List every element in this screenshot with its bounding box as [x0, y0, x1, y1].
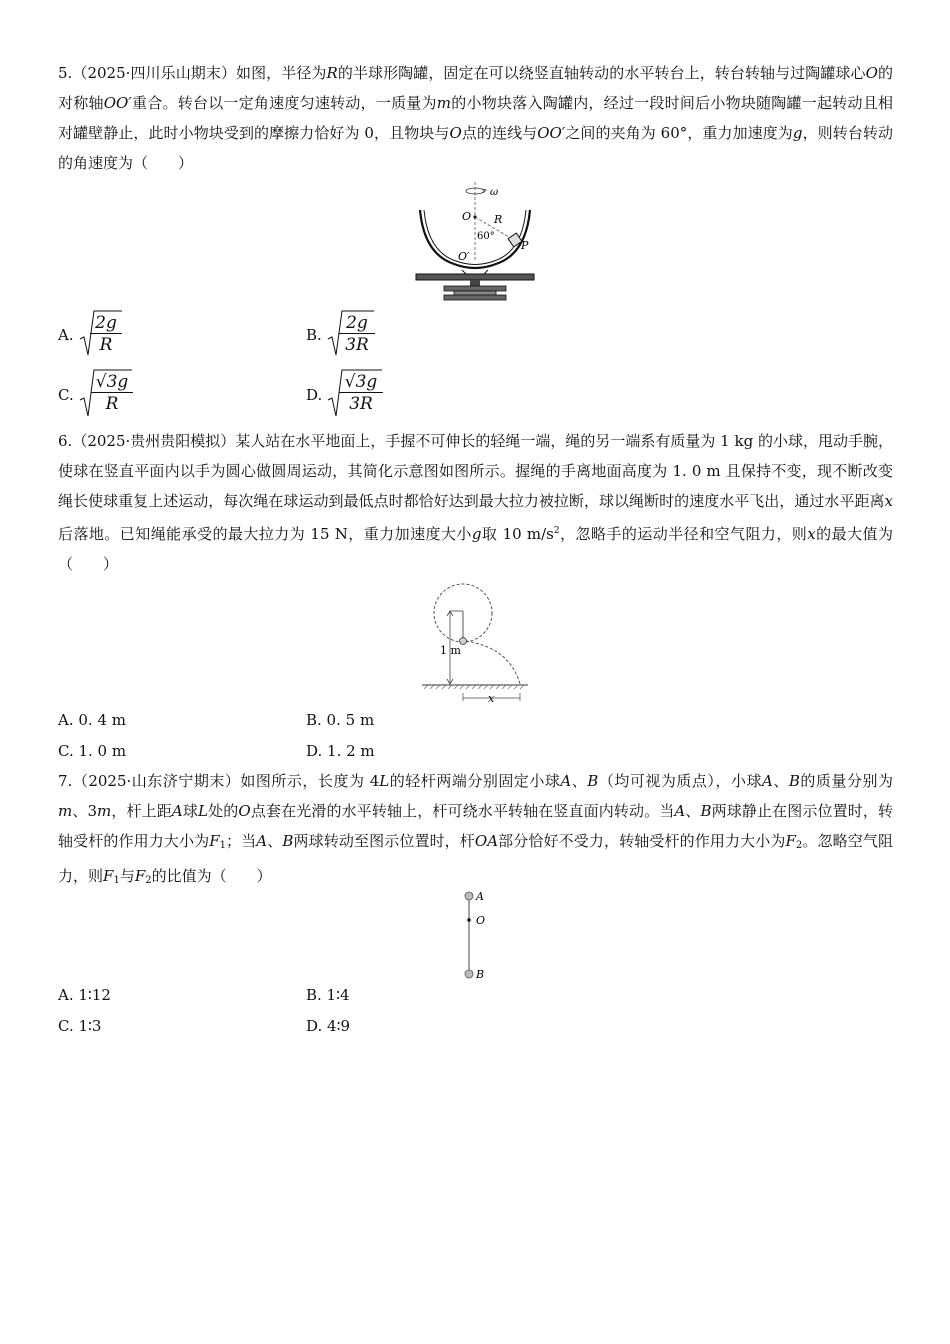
turntable-shaft	[470, 280, 480, 286]
q6-option-A[interactable]	[58, 709, 126, 731]
height-label: 1 m	[440, 644, 461, 657]
P-label: P	[521, 239, 529, 252]
stem-text: 球	[182, 802, 199, 820]
option-label: B.	[306, 326, 322, 344]
option-text: B. 1∶4	[306, 986, 350, 1004]
pivot-O	[467, 918, 471, 922]
question-number: 6.	[58, 432, 73, 450]
subscript: 2	[795, 840, 803, 851]
stem-text: ，忽略手的运动半径和空气阻力，则	[559, 525, 808, 543]
var-A: A	[674, 802, 686, 820]
fraction-numerator: √3g	[339, 372, 383, 393]
option-label: C.	[58, 386, 74, 404]
stem-text: 点的连线与	[461, 124, 538, 142]
q5-option-C[interactable]	[58, 384, 74, 406]
A-label: A	[476, 890, 484, 903]
stem-text: 、	[772, 772, 789, 790]
stem-text: 如图所示，长度为 4	[240, 772, 380, 790]
stem-text: ，杆上距	[111, 802, 172, 820]
q6-option-C[interactable]	[58, 740, 126, 762]
stem-text: 后落地。已知绳能承受的最大拉力为 15 N，重力加速度大小	[58, 525, 472, 543]
fraction-denominator: 3R	[345, 335, 369, 355]
turntable-plate	[416, 274, 534, 280]
var-R: R	[326, 64, 338, 82]
var-F: F	[103, 867, 114, 885]
stem-text: ，则转台转动的角速度为（ ）	[58, 124, 893, 172]
fraction-numerator: 2g	[339, 313, 375, 334]
projectile-path	[466, 641, 520, 684]
stem-text: 的最大值为（ ）	[58, 525, 893, 573]
superscript: 2	[553, 526, 560, 536]
stem-text: （均可视为质点），小球	[598, 772, 762, 790]
option-text: C. 1∶3	[58, 1017, 102, 1035]
var-O: O	[238, 802, 251, 820]
q5-option-B-radical	[326, 309, 376, 359]
q7-option-C[interactable]	[58, 1015, 101, 1037]
question-7-stem	[58, 766, 893, 896]
fraction-denominator: 3R	[349, 394, 373, 414]
q5-option-D[interactable]	[306, 384, 322, 406]
stem-text: 、	[571, 772, 588, 790]
angle-label: 60°	[477, 231, 495, 242]
O-label: O	[476, 914, 486, 927]
stem-text: 与	[119, 867, 135, 885]
fraction-denominator: R	[105, 394, 119, 414]
stem-text: 两球转动至图示位置时，杆	[293, 832, 475, 850]
var-A: A	[171, 802, 183, 820]
question-6-stem	[58, 426, 893, 579]
option-text: C. 1. 0 m	[58, 742, 127, 760]
var-F: F	[785, 832, 796, 850]
option-label: A.	[58, 326, 74, 344]
ball-A	[465, 892, 473, 900]
q5-option-A[interactable]	[58, 324, 74, 346]
stem-text: 某人站在水平地面上，手握不可伸长的轻绳一端，绳的另一端系有质量为 1 kg 的小球，甩动手腕，使球在竖直平面内以手为圆心做圆周运动，其简化示意图如图所示。握绳的手离地面高度为 1. 0 m 且保持不变，现不断改变绳长使球重复上述运动，每次绳在球运动到最低点时都恰好达到最大拉力被拉断，球以绳断时的速度水平飞出，通过水平距离	[58, 432, 893, 510]
question-5-stem	[58, 58, 893, 178]
fraction-numerator: √3g	[91, 372, 133, 393]
var-A: A	[560, 772, 572, 790]
ball-B	[465, 970, 473, 978]
question-source: （2025·贵州贵阳模拟）	[72, 432, 236, 450]
stem-text: 的质量分别为	[799, 772, 893, 790]
var-O: O	[865, 64, 878, 82]
var-x: x	[807, 525, 816, 543]
var-A: A	[761, 772, 773, 790]
Oprime-label: O′	[458, 250, 470, 263]
var-m: m	[436, 94, 452, 112]
stem-text: 处的	[207, 802, 239, 820]
option-text: A. 0. 4 m	[58, 711, 126, 729]
stem-text: 、	[267, 832, 283, 850]
stem-text: 两球静止在图示位置时，转轴受杆的作用力大小为	[58, 802, 893, 850]
bowl-turntable-figure	[410, 182, 540, 307]
q5-option-A-radical	[78, 309, 123, 359]
subscript: 2	[145, 875, 152, 886]
fraction-denominator: R	[99, 335, 113, 355]
stem-text: 部分恰好不受力，转轴受杆的作用力大小为	[498, 832, 786, 850]
q7-option-B[interactable]	[306, 984, 350, 1006]
B-label: B	[476, 968, 485, 981]
stem-text: 的小物块落入陶罐内，经过一段时间后小物块随陶罐一起转动且相对罐壁静止，此时小物块受到的摩擦力恰好为 0，且物块与	[58, 94, 893, 142]
var-A: A	[256, 832, 268, 850]
question-source: （2025·山东济宁期末）	[72, 772, 241, 790]
var-OOprime: OO′	[537, 124, 566, 142]
q6-option-B[interactable]	[306, 709, 374, 731]
stem-text: 的对称轴	[58, 64, 893, 112]
var-m: m	[58, 802, 73, 820]
q6-option-D[interactable]	[306, 740, 375, 762]
stem-text: 的比值为（ ）	[151, 867, 272, 885]
var-B: B	[788, 772, 800, 790]
var-m: m	[97, 802, 112, 820]
var-L: L	[379, 772, 390, 790]
var-OOprime: OO′	[103, 94, 132, 112]
x-label: x	[488, 692, 495, 705]
question-number: 5.	[58, 64, 73, 82]
subscript: 1	[113, 875, 120, 886]
rod-figure	[458, 886, 498, 982]
option-text: D. 1. 2 m	[306, 742, 375, 760]
q7-option-D[interactable]	[306, 1015, 350, 1037]
q7-option-A[interactable]	[58, 984, 111, 1006]
var-g: g	[471, 525, 482, 543]
q5-option-D-radical	[326, 368, 384, 420]
var-F: F	[134, 867, 146, 885]
var-OA: OA	[474, 832, 499, 850]
question-source: （2025·四川乐山期末）	[72, 64, 237, 82]
var-L: L	[198, 802, 208, 820]
option-label: D.	[306, 386, 323, 404]
stem-text: 取 10 m/s	[481, 525, 554, 543]
stem-text: 如图，半径为	[236, 64, 327, 82]
var-g: g	[792, 124, 803, 142]
var-F: F	[209, 832, 220, 850]
stem-text: ；当	[226, 832, 257, 850]
circular-motion-figure	[420, 580, 530, 705]
omega-label: ω	[490, 187, 499, 198]
var-B: B	[282, 832, 294, 850]
var-O: O	[449, 124, 462, 142]
subscript: 1	[219, 840, 226, 851]
R-label: R	[494, 213, 503, 226]
option-text: A. 1∶12	[58, 986, 111, 1004]
var-B: B	[587, 772, 599, 790]
var-B: B	[700, 802, 712, 820]
option-text: D. 4∶9	[306, 1017, 351, 1035]
fraction-numerator: 2g	[90, 313, 122, 334]
option-text: B. 0. 5 m	[306, 711, 375, 729]
stem-text: 的轻杆两端分别固定小球	[389, 772, 561, 790]
stem-text: 点套在光滑的水平转轴上，杆可绕水平转轴在竖直面内转动。当	[250, 802, 675, 820]
question-number: 7.	[58, 772, 73, 790]
stem-text: 之间的夹角为 60°，重力加速度为	[565, 124, 793, 142]
q5-option-C-radical	[78, 368, 134, 420]
q5-option-B[interactable]	[306, 324, 322, 346]
turntable-base	[444, 295, 506, 300]
stem-text: 。忽略空气阻力，则	[58, 832, 893, 885]
var-x: x	[884, 492, 893, 510]
stem-text: 的半球形陶罐，固定在可以绕竖直轴转动的水平转台上，转台转轴与过陶罐球心	[337, 64, 866, 82]
stem-text: 、	[685, 802, 701, 820]
O-label: O	[462, 210, 472, 223]
stem-text: 重合。转台以一定角速度匀速转动，一质量为	[131, 94, 437, 112]
stem-text: 、3	[72, 802, 98, 820]
